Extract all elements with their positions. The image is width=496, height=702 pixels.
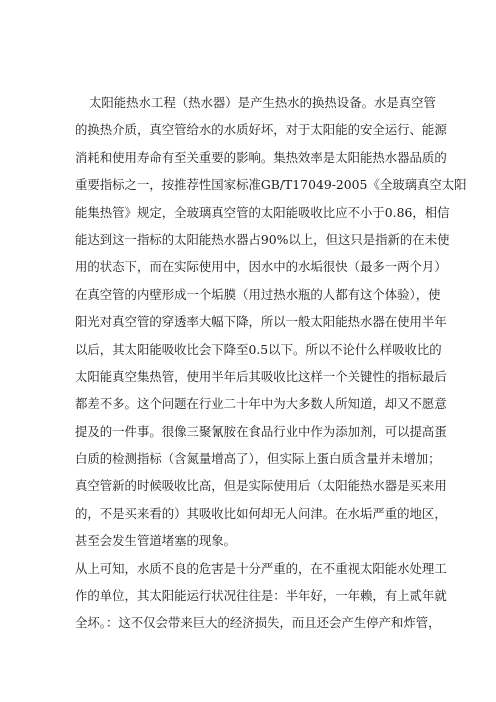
text-line: 甚至会发生管道堵塞的现象。 <box>75 533 237 549</box>
text-line: 能集热管》规定，全玻璃真空管的太阳能吸收比应不小于0.86，相信 <box>75 204 450 220</box>
text-line: 提及的一件事。很像三聚氰胺在食品行业中作为添加剂，可以提高蛋 <box>75 423 447 439</box>
text-line: 能达到这一指标的太阳能热水器占90%以上，但这只是指新的在未使 <box>75 231 450 247</box>
paragraph-2 <box>75 555 496 637</box>
text-line: 作的单位，其太阳能运行状况往往是：半年好，一年赖，有上贰年就 <box>75 588 447 604</box>
text-line: 用的状态下，而在实际使用中，因水中的水垢很快（最多一两个月） <box>75 259 447 275</box>
text-line: 消耗和使用寿命有至关重要的影响。集热效率是太阳能热水器品质的 <box>75 149 447 165</box>
text-line: 重要指标之一，按推荐性国家标准GB/T17049-2005《全玻璃真空太阳 <box>75 177 467 193</box>
text-line: 从上可知，水质不良的危害是十分严重的，在不重视太阳能水处理工 <box>75 560 447 576</box>
text-line: 的，不是买来看的）其吸收比如何却无人问津。在水垢严重的地区， <box>75 505 447 521</box>
text-line: 在真空管的内壁形成一个垢膜（用过热水瓶的人都有这个体验），使 <box>75 286 441 302</box>
text-line: 真空管新的时候吸收比高，但是实际使用后（太阳能热水器是买来用 <box>75 478 447 494</box>
text-line: 以后，其太阳能吸收比会下降至0.5以下。所以不论什么样吸收比的 <box>75 341 442 357</box>
text-line: 白质的检测指标（含氮量增高了），但实际上蛋白质含量并未增加； <box>75 451 441 467</box>
text-line: 阳光对真空管的穿透率大幅下降，所以一般太阳能热水器在使用半年 <box>75 314 447 330</box>
text-line: 都差不多。这个问题在行业二十年中为大多数人所知道，却又不愿意 <box>75 396 447 412</box>
paragraph-1 <box>75 89 496 555</box>
text-line: 太阳能热水工程（热水器）是产生热水的换热设备。水是真空管 <box>89 95 436 110</box>
text-line: 太阳能真空集热管，使用半年后其吸收比这样一个关键性的指标最后 <box>75 368 447 384</box>
text-line: 全坏。：这不仅会带来巨大的经济损失，而且还会产生停产和炸管， <box>75 615 441 631</box>
text-line: 的换热介质，真空管给水的水质好坏，对于太阳能的安全运行、能源 <box>75 122 447 138</box>
